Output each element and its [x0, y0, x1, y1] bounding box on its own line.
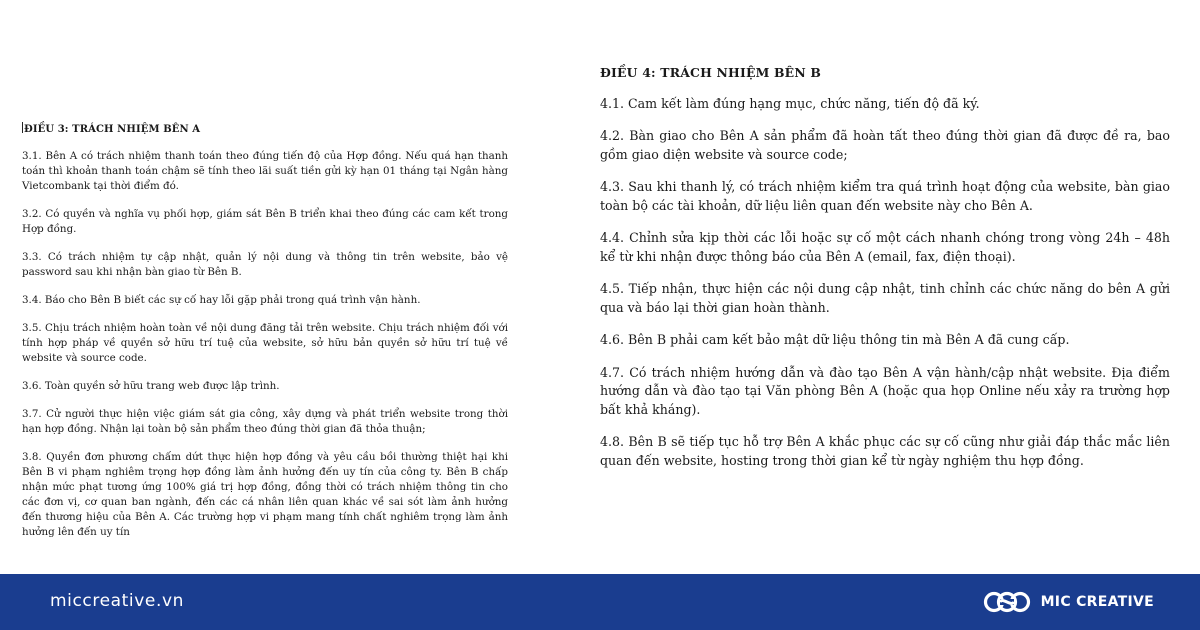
footer-bar [0, 574, 1200, 630]
clause-3-6: 3.6. Toàn quyền sở hữu trang web được lập trình. [22, 380, 280, 392]
clause-3-3: 3.3. Có trách nhiệm tự cập nhật, quản lý nội dung và thông tin trên website, bảo vệ password sau khi nhận bàn giao từ Bên B. [22, 251, 508, 278]
clause-4-4: 4.4. Chỉnh sửa kịp thời các lỗi hoặc sự cố một cách nhanh chóng trong vòng 24h – 48h kể từ khi nhận được thông báo của Bên A (email, fax, điện thoại). [600, 230, 1170, 264]
clause-4-2: 4.2. Bàn giao cho Bên A sản phẩm đã hoàn tất theo đúng thời gian đã được đề ra, bao gồm giao diện website và source code; [600, 128, 1170, 162]
clause-4-5: 4.5. Tiếp nhận, thực hiện các nội dung cập nhật, tinh chỉnh các chức năng do bên A gửi qua và báo lại thời gian hoàn thành. [600, 281, 1170, 315]
mic-creative-logo-icon [983, 588, 1033, 616]
clause-4-3: 4.3. Sau khi thanh lý, có trách nhiệm kiểm tra quá trình hoạt động của website, bàn giao toàn bộ các tài khoản, dữ liệu liên quan đến website này cho Bên A. [600, 179, 1170, 213]
clause-4-1: 4.1. Cam kết làm đúng hạng mục, chức năng, tiến độ đã ký. [600, 95, 980, 111]
clause-3-1: 3.1. Bên A có trách nhiệm thanh toán theo đúng tiến độ của Hợp đồng. Nếu quá hạn thanh toán thì khoản thanh toán chậm sẽ tính theo lãi suất tiền gửi kỳ hạn 01 tháng tại Ngân hàng Vietcombank tại thời điểm đó. [22, 150, 508, 192]
website-link[interactable]: miccreative.vn [50, 591, 185, 611]
clause-3-4: 3.4. Báo cho Bên B biết các sự cố hay lỗi gặp phải trong quá trình vận hành. [22, 294, 421, 306]
clause-3-5: 3.5. Chịu trách nhiệm hoàn toàn về nội dung đăng tải trên website. Chịu trách nhiệm đối với tính hợp pháp về quyền sở hữu trí tuệ của website, sở hữu bản quyền sở hữu trí tuệ về website và source code. [22, 322, 508, 364]
brand-logo[interactable] [983, 588, 1154, 616]
clause-4-7: 4.7. Có trách nhiệm hướng dẫn và đào tạo Bên A vận hành/cập nhật website. Địa điểm hướng dẫn và đào tạo tại Văn phòng Bên A (hoặc qua họp Online nếu xảy ra trường hợp bất khả kháng). [600, 364, 1170, 417]
left-document-page [22, 118, 508, 538]
clause-4-8: 4.8. Bên B sẽ tiếp tục hỗ trợ Bên A khắc phục các sự cố cũng như giải đáp thắc mắc liên quan đến website, hosting trong thời gian kể từ ngày nghiệm thu hợp đồng. [600, 434, 1170, 468]
clause-3-2: 3.2. Có quyền và nghĩa vụ phối hợp, giám sát Bên B triển khai theo đúng các cam kết trong Hợp đồng. [22, 208, 508, 235]
article-3-heading: ĐIỀU 3: TRÁCH NHIỆM BÊN A [22, 122, 508, 137]
clause-3-8: 3.8. Quyền đơn phương chấm dứt thực hiện hợp đồng và yêu cầu bồi thường thiệt hại khi Bên B vi phạm nghiêm trọng hợp đồng làm ảnh hưởng đến uy tín của công ty. Bên B chấp nhận mức phạt tương ứng 100% giá trị hợp đồng, đồng thời có trách nhiệm thông tin cho các đơn vị, cơ quan ban ngành, đến các cá nhân liên quan khác về sai sót làm ảnh hưởng đến thương hiệu của Bên A. Các trường hợp vi phạm mang tính chất nghiêm trọng làm ảnh hưởng lên đến uy tín [22, 451, 508, 538]
brand-name: MIC CREATIVE [1040, 594, 1154, 610]
right-document-page [600, 64, 1170, 484]
clause-4-6: 4.6. Bên B phải cam kết bảo mật dữ liệu thông tin mà Bên A đã cung cấp. [600, 332, 1070, 347]
article-4-heading: ĐIỀU 4: TRÁCH NHIỆM BÊN B [600, 65, 822, 80]
clause-3-7: 3.7. Cử người thực hiện việc giám sát gia công, xây dựng và phát triển website trong thời hạn hợp đồng. Nhận lại toàn bộ sản phẩm theo đúng thời gian đã thỏa thuận; [22, 408, 508, 435]
